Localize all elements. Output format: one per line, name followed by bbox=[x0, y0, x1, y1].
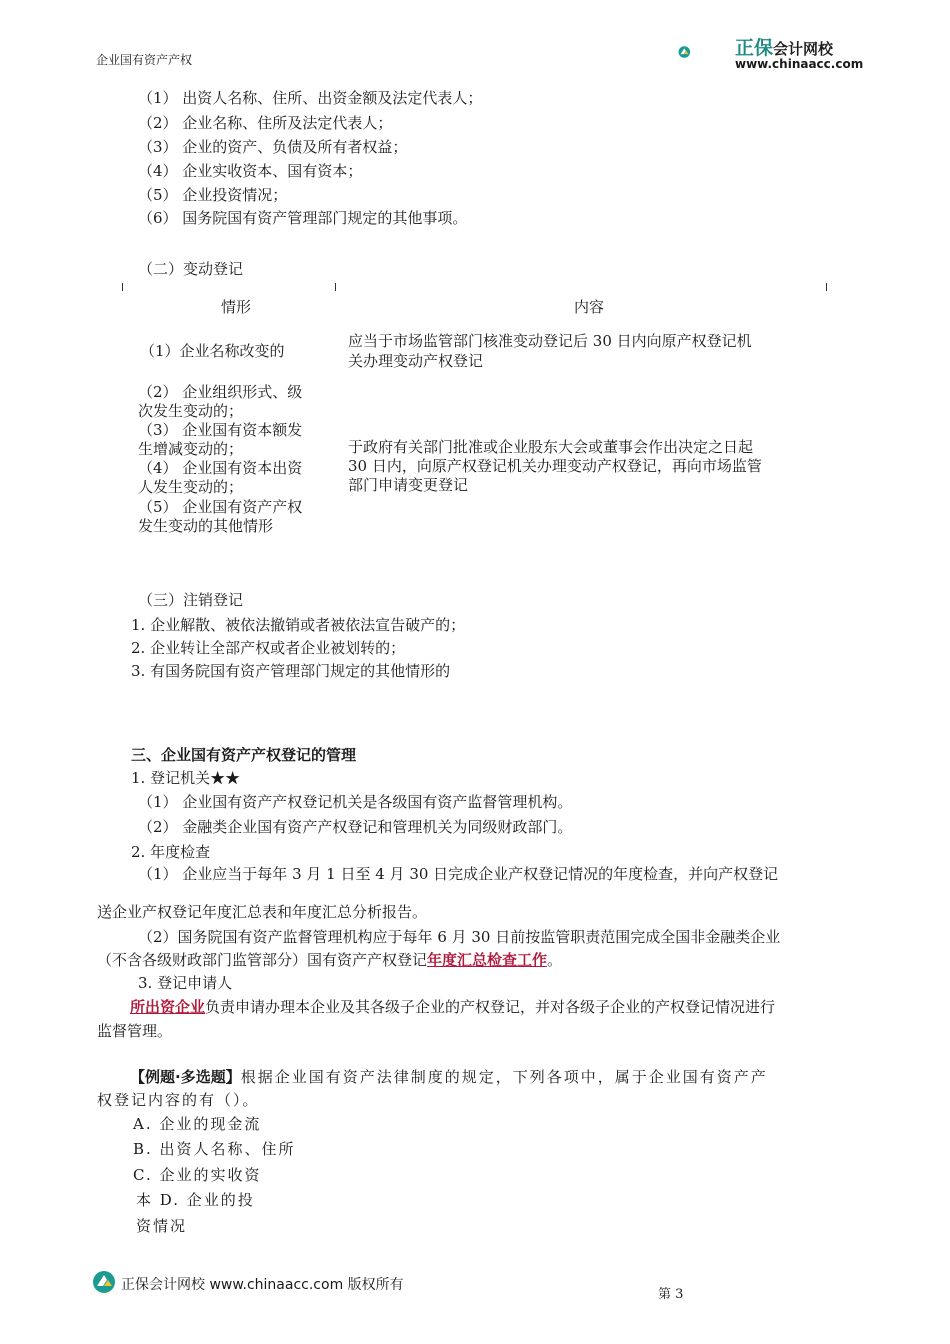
chinaacc-logo-icon bbox=[678, 28, 728, 76]
table-row2-content: 部门申请变更登记 bbox=[348, 476, 469, 494]
subsection-title: 1. 登记机关★★ bbox=[131, 769, 241, 787]
content-item: （3） 企业的资产、负债及所有者权益； bbox=[138, 138, 408, 156]
management-item: （2） 金融类企业国有资产产权登记和管理机关为同级财政部门。 bbox=[138, 818, 573, 836]
example-option-clipped: 资情况 bbox=[136, 1217, 188, 1235]
example-option: B. 出资人名称、住所 bbox=[133, 1140, 296, 1158]
table-border-mark bbox=[122, 283, 123, 291]
annual-check-item2: （不含各级财政部门监管部分）国有资产产权登记年度汇总检查工作。 bbox=[97, 951, 563, 969]
annual-check-link[interactable]: 年度汇总检查工作 bbox=[427, 951, 548, 969]
table-row2-situation: 次发生变动的； bbox=[138, 402, 244, 420]
table-row2-situation: （2） 企业组织形式、级 bbox=[138, 383, 303, 401]
annual-check-item1: 送企业产权登记年度汇总表和年度汇总分析报告。 bbox=[97, 903, 428, 921]
cancel-item-clipped: 3. 有国务院国有资产管理部门规定的其他情形的 bbox=[131, 662, 451, 680]
cancel-item: 2. 企业转让全部产权或者企业被划转的； bbox=[131, 639, 406, 657]
content-item: （4） 企业实收资本、国有资本； bbox=[138, 162, 363, 180]
example-tag: 【例题·多选题】 bbox=[130, 1068, 241, 1086]
example-option: A. 企业的现金流 bbox=[133, 1115, 262, 1133]
table-row2-content: 30 日内，向原产权登记机关办理变动产权登记，再向市场监管 bbox=[348, 457, 762, 475]
subsection-title-clipped: 2. 年度检查 bbox=[131, 843, 211, 861]
table-row2-situation: （4） 企业国有资本出资 bbox=[138, 459, 303, 477]
change-registration-title: （二）变动登记 bbox=[138, 260, 244, 278]
table-row1-content: 应当于市场监管部门核准变动登记后 30 日内向原产权登记机 bbox=[348, 332, 752, 350]
footer-copyright: 正保会计网校 www.chinaacc.com 版权所有 bbox=[121, 1277, 404, 1293]
brand-name: 正保会计网校 bbox=[735, 37, 834, 59]
management-item: （1） 企业国有资产产权登记机关是各级国有资产监督管理机构。 bbox=[138, 793, 573, 811]
table-border-mark bbox=[826, 283, 827, 291]
brand-url: www.chinaacc.com bbox=[735, 57, 864, 71]
table-border-mark bbox=[335, 283, 336, 291]
content-item: （2） 企业名称、住所及法定代表人； bbox=[138, 114, 393, 132]
table-row1-situation: （1）企业名称改变的 bbox=[140, 342, 285, 360]
annual-check-item1-clipped: （1） 企业应当于每年 3 月 1 日至 4 月 30 日完成企业产权登记情况的年度检查，并向产权登记 bbox=[138, 865, 779, 883]
subsection-title: 3. 登记申请人 bbox=[138, 974, 233, 992]
table-row2-situation: 人发生变动的； bbox=[138, 478, 244, 496]
footer-logo-icon bbox=[92, 1270, 116, 1294]
content-item: （1） 出资人名称、住所、出资金额及法定代表人； bbox=[138, 89, 483, 107]
applicant-text: 所出资企业负责申请办理本企业及其各级子企业的产权登记，并对各级子企业的产权登记情况进行 bbox=[130, 998, 776, 1016]
section-heading: 三、企业国有资产产权登记的管理 bbox=[131, 746, 357, 764]
clipped-header-text: 企业国有资产产权 bbox=[96, 53, 193, 67]
cancel-registration-title: （三）注销登记 bbox=[138, 591, 244, 609]
example-option: 本 D. 企业的投 bbox=[136, 1191, 255, 1209]
table-row2-situation: （5） 企业国有资产产权 bbox=[138, 498, 303, 516]
table-row2-situation: 生增减变动的； bbox=[138, 440, 244, 458]
annual-check-item2: （2）国务院国有资产监督管理机构应于每年 6 月 30 日前按监管职责范围完成全国非金融类企业 bbox=[138, 928, 781, 946]
content-item: （5） 企业投资情况； bbox=[138, 186, 288, 204]
table-row1-content-clipped: 关办理变动产权登记 bbox=[348, 352, 484, 370]
content-item: （6） 国务院国有资产管理部门规定的其他事项。 bbox=[138, 209, 468, 227]
funded-enterprise-link[interactable]: 所出资企业 bbox=[130, 998, 206, 1016]
cancel-item: 1. 企业解散、被依法撤销或者被依法宣告破产的； bbox=[131, 616, 466, 634]
applicant-text: 监督管理。 bbox=[97, 1022, 173, 1040]
table-row2-content: 于政府有关部门批准或企业股东大会或董事会作出决定之日起 bbox=[348, 438, 754, 456]
table-row2-situation: （3） 企业国有资本额发 bbox=[138, 421, 303, 439]
table-header-situation: 情形 bbox=[221, 298, 252, 316]
table-row2-situation: 发生变动的其他情形 bbox=[138, 517, 274, 535]
page-number: 第 3 bbox=[658, 1287, 684, 1302]
example-question: 权登记内容的有（）。 bbox=[97, 1091, 260, 1109]
example-question: 【例题·多选题】根据企业国有资产法律制度的规定，下列各项中，属于企业国有资产产 bbox=[130, 1068, 768, 1086]
example-option: C. 企业的实收资 bbox=[133, 1166, 262, 1184]
table-header-content: 内容 bbox=[574, 298, 605, 316]
